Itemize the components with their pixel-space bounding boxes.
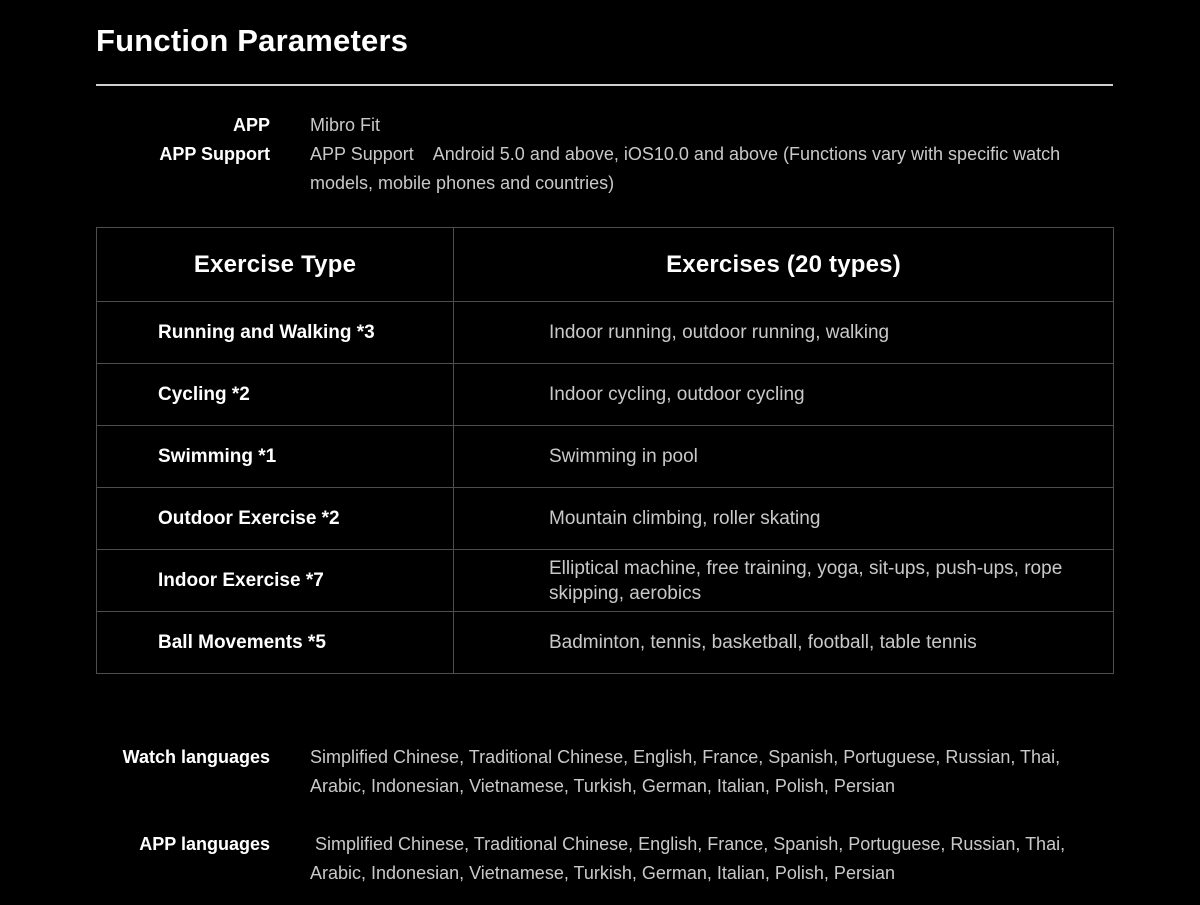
exercise-type-cell: Ball Movements *5 bbox=[97, 612, 454, 674]
table-header-row bbox=[97, 228, 1114, 302]
app-languages-label: APP languages bbox=[139, 834, 270, 854]
exercise-table bbox=[96, 227, 1114, 674]
exercise-type-cell: Indoor Exercise *7 bbox=[97, 550, 454, 612]
exercise-type-cell: Cycling *2 bbox=[97, 364, 454, 426]
watch-languages-value: Simplified Chinese, Traditional Chinese, English, France, Spanish, Portuguese, Russian, Thai, Arabic, Indonesian, Vietnamese, Turkish, German, Italian, Polish, Persian bbox=[310, 747, 1065, 796]
watch-languages-label: Watch languages bbox=[122, 747, 270, 767]
page-title: Function Parameters bbox=[96, 23, 409, 58]
exercises-cell: Indoor cycling, outdoor cycling bbox=[454, 364, 1114, 426]
app-languages-row bbox=[96, 830, 1113, 888]
exercises-cell: Mountain climbing, roller skating bbox=[454, 488, 1114, 550]
exercise-type-cell: Outdoor Exercise *2 bbox=[97, 488, 454, 550]
exercises-cell: Swimming in pool bbox=[454, 426, 1114, 488]
table-row bbox=[97, 550, 1114, 612]
exercise-type-cell: Swimming *1 bbox=[97, 426, 454, 488]
column-header-exercises: Exercises (20 types) bbox=[454, 228, 1114, 302]
table-row bbox=[97, 302, 1114, 364]
table-row bbox=[97, 612, 1114, 674]
table-row bbox=[97, 364, 1114, 426]
app-info bbox=[96, 111, 1113, 198]
exercise-type-cell: Running and Walking *3 bbox=[97, 302, 454, 364]
app-value: Mibro Fit bbox=[310, 115, 381, 135]
table-row bbox=[97, 426, 1114, 488]
languages-section bbox=[96, 743, 1113, 888]
title-divider bbox=[96, 84, 1113, 86]
app-languages-value: Simplified Chinese, Traditional Chinese, English, France, Spanish, Portuguese, Russian, Thai, Arabic, Indonesian, Vietnamese, Turkish, German, Italian, Polish, Persian bbox=[310, 834, 1070, 883]
watch-languages-row bbox=[96, 743, 1113, 801]
exercises-cell: Indoor running, outdoor running, walking bbox=[454, 302, 1114, 364]
column-header-exercise-type: Exercise Type bbox=[97, 228, 454, 302]
table-row bbox=[97, 488, 1114, 550]
exercises-cell: Elliptical machine, free training, yoga, sit-ups, push-ups, rope skipping, aerobics bbox=[454, 550, 1114, 612]
app-label: APP bbox=[232, 115, 270, 135]
exercises-cell: Badminton, tennis, basketball, football, table tennis bbox=[454, 612, 1114, 674]
app-support-label: APP Support bbox=[159, 144, 270, 164]
app-support-value: APP Support Android 5.0 and above, iOS10.0 and above (Functions vary with specific watch models, mobile phones and countries) bbox=[310, 144, 1066, 193]
content-column bbox=[96, 22, 1113, 888]
